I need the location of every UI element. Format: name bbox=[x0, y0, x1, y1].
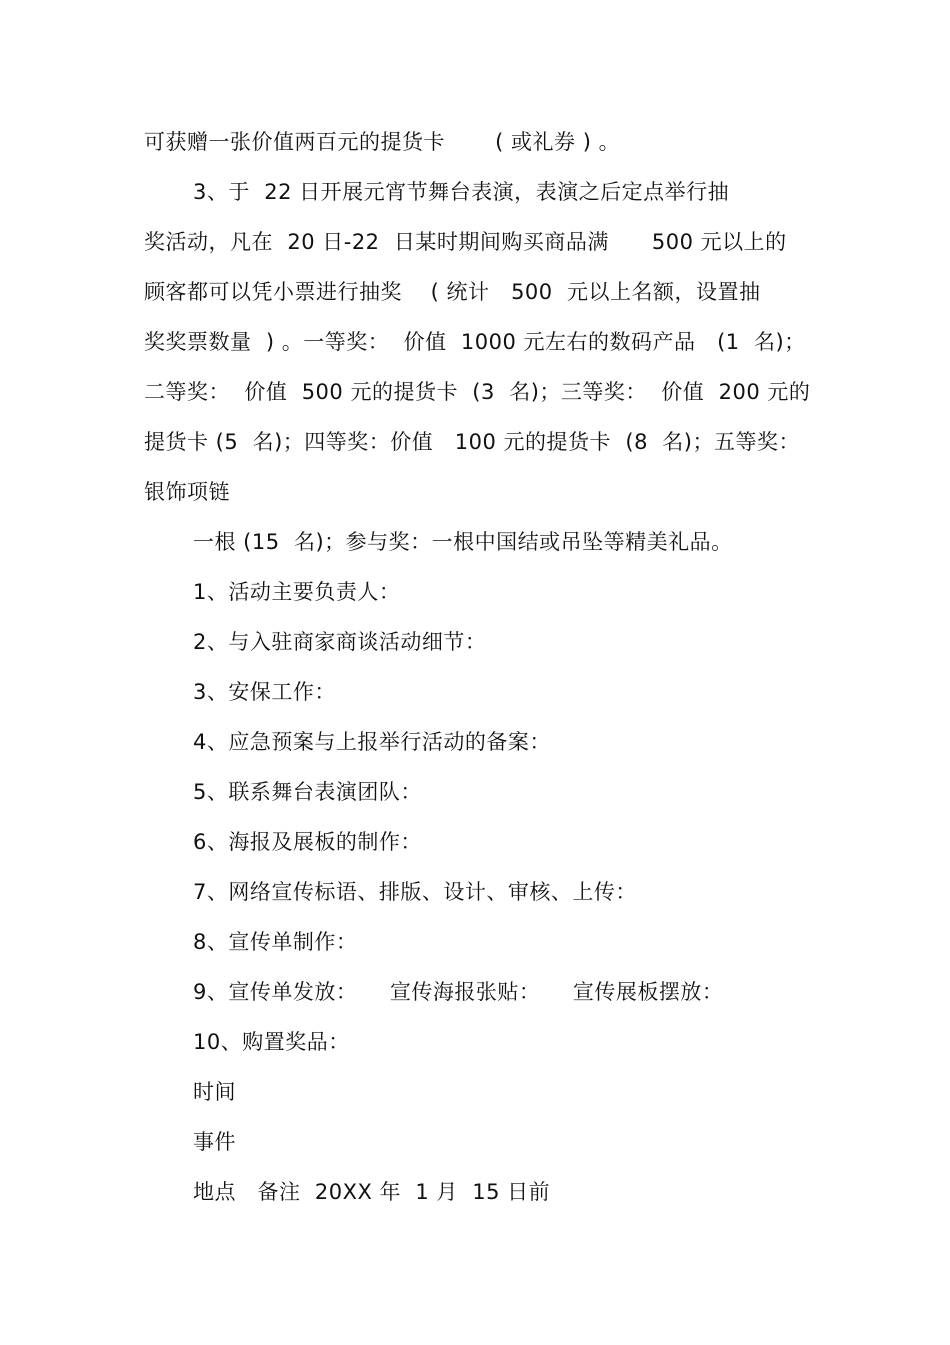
list-item: 4、应急预案与上报举行活动的备案： bbox=[193, 730, 551, 754]
paragraph-line: 提货卡 (5 名)；四等奖：价值 100 元的提货卡 (8 名)；五等奖： bbox=[144, 430, 801, 454]
list-item: 6、海报及展板的制作： bbox=[193, 830, 422, 854]
paragraph-line: 顾客都可以凭小票进行抽奖 ( 统计 500 元以上名额，设置抽 bbox=[144, 280, 761, 304]
paragraph-line: 3、于 22 日开展元宵节舞台表演，表演之后定点举行抽 bbox=[193, 180, 730, 204]
paragraph-line: 奖活动，凡在 20 日-22 日某时期间购买商品满 500 元以上的 bbox=[144, 230, 787, 254]
paragraph-line: 奖奖票数量 ) 。一等奖： 价值 1000 元左右的数码产品 (1 名)； bbox=[144, 330, 806, 354]
paragraph-line: 银饰项链 bbox=[144, 480, 230, 504]
table-label-location-note: 地点 备注 20XX 年 1 月 15 日前 bbox=[193, 1180, 551, 1204]
paragraph-line: 可获赠一张价值两百元的提货卡 ( 或礼券 ) 。 bbox=[144, 130, 621, 154]
list-item: 9、宣传单发放： 宣传海报张贴： 宣传展板摆放： bbox=[193, 980, 724, 1004]
list-item: 5、联系舞台表演团队： bbox=[193, 780, 422, 804]
list-item: 1、活动主要负责人： bbox=[193, 580, 401, 604]
paragraph-line: 一根 (15 名)；参与奖：一根中国结或吊坠等精美礼品。 bbox=[193, 530, 733, 554]
table-label-time: 时间 bbox=[193, 1080, 236, 1104]
list-item: 2、与入驻商家商谈活动细节： bbox=[193, 630, 487, 654]
list-item: 8、宣传单制作： bbox=[193, 930, 358, 954]
list-item: 7、网络宣传标语、排版、设计、审核、上传： bbox=[193, 880, 637, 904]
paragraph-line: 二等奖： 价值 500 元的提货卡 (3 名)；三等奖： 价值 200 元的 bbox=[144, 380, 811, 404]
table-label-event: 事件 bbox=[193, 1130, 236, 1154]
list-item: 3、安保工作： bbox=[193, 680, 336, 704]
list-item: 10、购置奖品： bbox=[193, 1030, 350, 1054]
